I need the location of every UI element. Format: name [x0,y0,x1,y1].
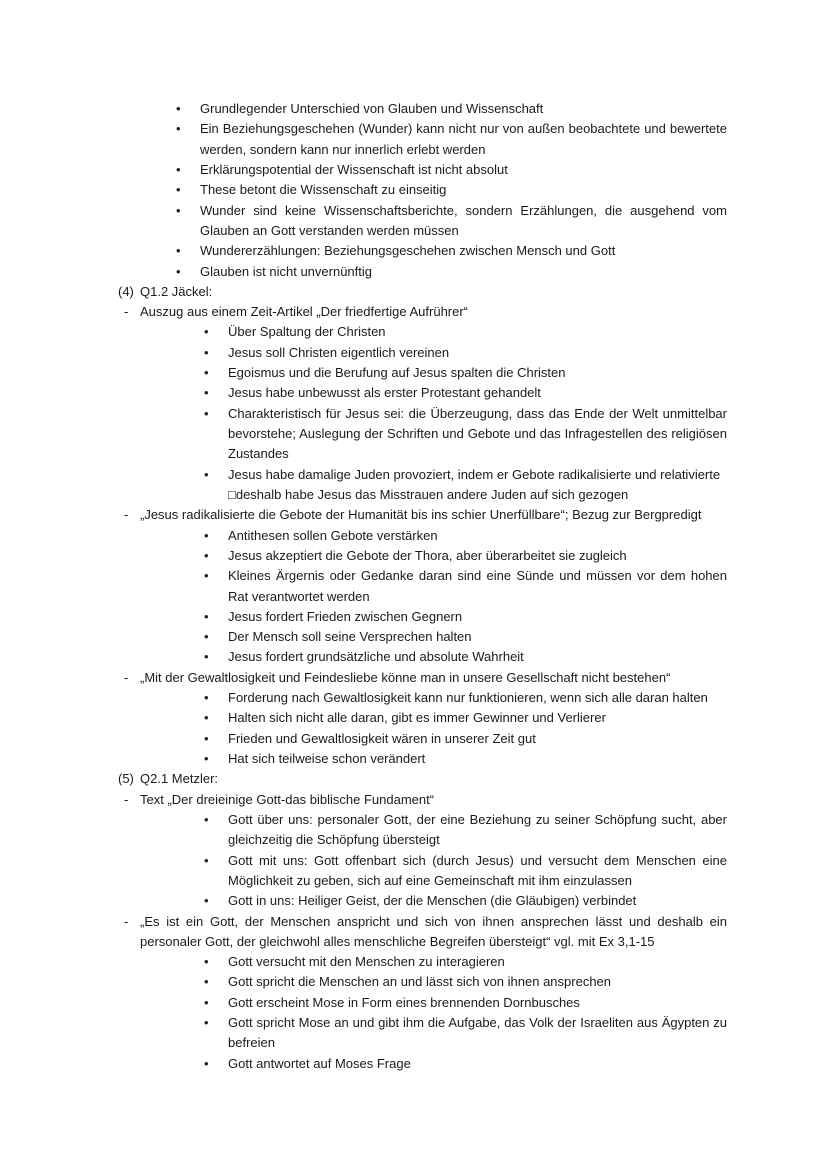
list-item [118,851,727,892]
item-text: Text „Der dreieinige Gott-das biblische Fundament“ [140,791,435,807]
item-text: Jesus akzeptiert die Gebote der Thora, aber überarbeitet sie zugleich [228,547,627,563]
bullet-icon: • [204,365,209,381]
list-item [118,607,727,627]
item-text: Forderung nach Gewaltlosigkeit kann nur funktionieren, wenn sich alle daran halten [228,690,708,706]
list-item [118,1013,727,1054]
item-text: Gott über uns: personaler Gott, der eine Beziehung zu seiner Schöpfung sucht, aber gleichzeitig die Schöpfung übersteigt [228,811,727,848]
bullet-icon: • [204,852,209,868]
bullet-icon: • [204,649,209,665]
item-text: Charakteristisch für Jesus sei: die Überzeugung, dass das Ende der Welt unmittelbar bevorstehe; Auslegung der Schriften und Gebote und das Infragestellen des religiösen Zustandes [228,405,727,462]
item-text: Jesus fordert Frieden zwischen Gegnern [228,608,463,624]
bullet-icon: • [204,730,209,746]
bullet-icon: • [204,974,209,990]
item-text: Erklärungspotential der Wissenschaft ist nicht absolut [200,161,508,177]
item-text: Antithesen sollen Gebote verstärken [228,527,438,543]
dash-marker: - [124,507,129,523]
bullet-icon: • [204,608,209,624]
item-text: Halten sich nicht alle daran, gibt es immer Gewinner und Verlierer [228,710,606,726]
item-text: Gott mit uns: Gott offenbart sich (durch Jesus) und versucht dem Menschen eine Möglichkeit zu geben, sich auf eine Gemeinschaft mit ihm einzulassen [228,852,727,888]
item-text: Gott spricht die Menschen an und lässt sich von ihnen ansprechen [228,974,612,990]
item-text: Q1.2 Jäckel: [140,283,213,299]
list-item [118,627,727,647]
bullet-icon: • [204,1055,209,1071]
item-text: Jesus fordert grundsätzliche und absolute Wahrheit [228,649,524,665]
list-item [118,749,727,769]
item-text: Gott in uns: Heiliger Geist, der die Menschen (die Gläubigen) verbindet [228,893,637,909]
dash-marker: - [124,669,129,685]
list-item [118,810,727,851]
item-text: „Jesus radikalisierte die Gebote der Humanität bis ins schier Unerfüllbare“; Bezug zur Bergpredigt [140,507,702,523]
list-item [118,404,727,465]
list-item [118,180,727,200]
item-text: Auszug aus einem Zeit-Artikel „Der friedfertige Aufrührer“ [140,304,469,320]
list-item [118,302,727,322]
bullet-icon: • [176,161,181,177]
list-item [118,668,727,688]
item-text: Jesus habe damalige Juden provoziert, indem er Gebote radikalisierte und relativierte [228,466,721,482]
list-item [118,708,727,728]
item-text: Frieden und Gewaltlosigkeit wären in unserer Zeit gut [228,730,536,746]
bullet-icon: • [204,466,209,482]
list-item [118,891,727,911]
bullet-icon: • [176,243,181,259]
item-number: (5) [118,771,134,787]
list-item [118,729,727,749]
list-item [118,993,727,1013]
item-text: Gott antwortet auf Moses Frage [228,1055,411,1071]
dash-marker: - [124,913,129,929]
list-item [118,912,727,953]
list-item [118,972,727,992]
list-item [118,485,727,505]
bullet-icon: • [204,710,209,726]
list-item [118,465,727,485]
item-text: Kleines Ärgernis oder Gedanke daran sind eine Sünde und müssen vor dem hohen Rat verantwortet werden [228,568,727,604]
item-text: These betont die Wissenschaft zu einseitig [200,182,447,198]
bullet-icon: • [176,202,181,218]
bullet-icon: • [204,690,209,706]
item-text: „Es ist ein Gott, der Menschen anspricht und sich von ihnen ansprechen lässt und deshalb ein personaler Gott, der gleichwohl alles menschliche Begreifen übersteigt“ vgl. mit Ex 3,1-15 [140,913,727,949]
bullet-icon: • [176,101,181,116]
bullet-icon: • [204,994,209,1010]
dash-marker: - [124,304,129,320]
item-text: Hat sich teilweise schon verändert [228,751,426,766]
item-text: □deshalb habe Jesus das Misstrauen andere Juden auf sich gezogen [228,486,629,502]
dash-marker: - [124,791,129,807]
item-text: Jesus soll Christen eigentlich vereinen [228,344,450,360]
bullet-icon: • [204,324,209,340]
bullet-icon: • [204,527,209,543]
bullet-icon: • [204,811,209,827]
bullet-icon: • [204,385,209,401]
list-item [118,383,727,403]
list-item [118,1054,727,1074]
item-text: Jesus habe unbewusst als erster Protestant gehandelt [228,385,541,401]
list-item [118,952,727,972]
list-item [118,99,727,119]
item-text: Wundererzählungen: Beziehungsgeschehen zwischen Mensch und Gott [200,243,616,259]
item-number: (4) [118,283,134,299]
bullet-icon: • [176,182,181,198]
list-item [118,119,727,160]
item-text: Gott spricht Mose an und gibt ihm die Aufgabe, das Volk der Israeliten aus Ägypten zu befreien [228,1015,727,1051]
list-item [118,160,727,180]
bullet-icon: • [204,344,209,360]
bullet-icon: • [204,547,209,563]
list-item [118,241,727,261]
item-text: Über Spaltung der Christen [228,324,386,340]
list-item [118,505,727,525]
item-text: Ein Beziehungsgeschehen (Wunder) kann nicht nur von außen beobachtete und bewertete werden, sondern kann nur innerlich erlebt werden [200,121,727,157]
bullet-icon: • [176,263,181,279]
bullet-icon: • [204,629,209,645]
list-item [118,688,727,708]
list-item [118,262,727,282]
item-text: Glauben ist nicht unvernünftig [200,263,372,279]
list-item [118,322,727,342]
bullet-icon: • [204,751,209,766]
list-item [118,282,727,302]
bullet-icon: • [204,954,209,970]
list-item [118,769,727,789]
list-item [118,343,727,363]
item-text: Der Mensch soll seine Versprechen halten [228,629,472,645]
item-text: Gott erscheint Mose in Form eines brennenden Dornbusches [228,994,580,1010]
item-text: Q2.1 Metzler: [140,771,219,787]
bullet-icon: • [204,893,209,909]
list-item [118,647,727,667]
item-text: „Mit der Gewaltlosigkeit und Feindesliebe könne man in unsere Gesellschaft nicht bestehen“ [140,669,671,685]
list-item [118,790,727,810]
list-item [118,566,727,607]
list-item [118,546,727,566]
bullet-icon: • [176,121,181,137]
item-text: Egoismus und die Berufung auf Jesus spalten die Christen [228,365,566,381]
document-content [118,99,727,1074]
bullet-icon: • [204,568,209,584]
list-item [118,363,727,383]
bullet-icon: • [204,405,209,421]
item-text: Gott versucht mit den Menschen zu interagieren [228,954,505,970]
item-text: Grundlegender Unterschied von Glauben und Wissenschaft [200,101,544,116]
item-text: Wunder sind keine Wissenschaftsberichte, sondern Erzählungen, die ausgehend vom Glauben an Gott verstanden werden müssen [200,202,727,238]
list-item [118,201,727,242]
bullet-icon: • [204,1015,209,1031]
list-item [118,526,727,546]
